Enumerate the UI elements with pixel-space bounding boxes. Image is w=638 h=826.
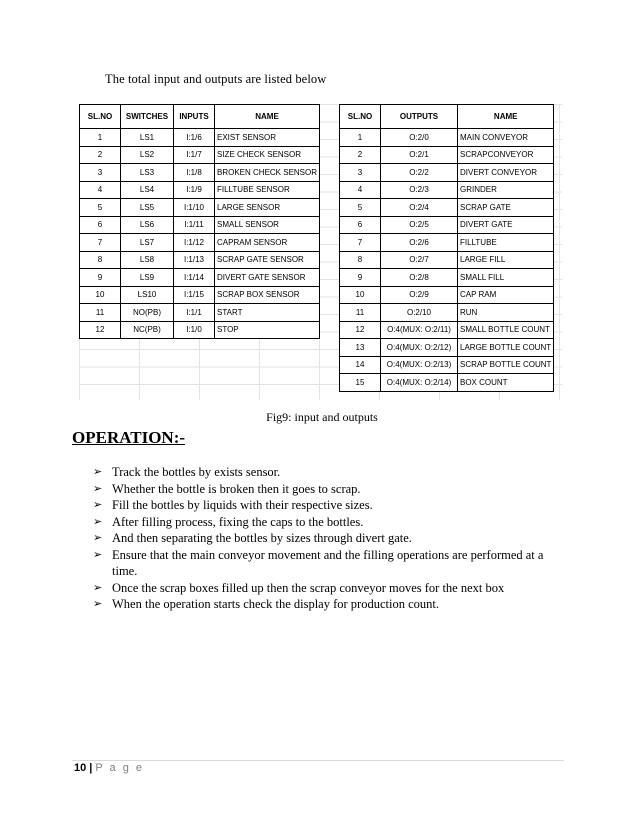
- inputs-table-row: [80, 304, 320, 322]
- outputs-table-row: [340, 251, 554, 269]
- outputs-table-row: [340, 181, 554, 199]
- outputs-table-cell: RUN: [458, 304, 554, 322]
- outputs-header-outputs: OUTPUTS: [381, 105, 458, 129]
- inputs-table-cell: 11: [80, 304, 121, 322]
- operation-list-text: Track the bottles by exists sensor.: [112, 465, 281, 479]
- inputs-header-switches: SWITCHES: [121, 105, 174, 129]
- outputs-table-cell: GRINDER: [458, 181, 554, 199]
- inputs-table-cell: LS8: [121, 251, 174, 269]
- inputs-table-cell: LS7: [121, 234, 174, 252]
- outputs-table-row: [340, 216, 554, 234]
- outputs-table-cell: 13: [340, 339, 381, 357]
- operation-list: [93, 464, 553, 613]
- inputs-table-cell: LS9: [121, 269, 174, 287]
- operation-list-item: [93, 464, 553, 481]
- outputs-table-cell: 9: [340, 269, 381, 287]
- outputs-table-cell: 5: [340, 199, 381, 217]
- outputs-table-cell: 14: [340, 356, 381, 374]
- inputs-table-row: [80, 199, 320, 217]
- arrow-bullet-icon: ➢: [93, 514, 103, 528]
- outputs-table-cell: SCRAPCONVEYOR: [458, 146, 554, 164]
- outputs-table-cell: 3: [340, 164, 381, 182]
- page-label: P a g e: [95, 762, 144, 774]
- inputs-header-slno: SL.NO: [80, 105, 121, 129]
- outputs-table-row: [340, 374, 554, 392]
- inputs-table-cell: LS5: [121, 199, 174, 217]
- operation-list-item: [93, 596, 553, 613]
- inputs-table-row: [80, 269, 320, 287]
- arrow-bullet-icon: ➢: [93, 481, 103, 495]
- inputs-table-row: [80, 321, 320, 339]
- inputs-header-name: NAME: [215, 105, 320, 129]
- inputs-table-cell: I:1/0: [174, 321, 215, 339]
- outputs-table-cell: LARGE BOTTLE COUNT: [458, 339, 554, 357]
- outputs-table-cell: 12: [340, 321, 381, 339]
- arrow-bullet-icon: ➢: [93, 547, 103, 561]
- arrow-bullet-icon: ➢: [93, 465, 103, 478]
- operation-list-text: And then separating the bottles by sizes through divert gate.: [112, 531, 412, 545]
- inputs-table-cell: 12: [80, 321, 121, 339]
- inputs-table-cell: LS3: [121, 164, 174, 182]
- inputs-table-cell: I:1/15: [174, 286, 215, 304]
- outputs-table-row: [340, 164, 554, 182]
- outputs-table-cell: 2: [340, 146, 381, 164]
- outputs-table-cell: BOX COUNT: [458, 374, 554, 392]
- outputs-table-cell: FILLTUBE: [458, 234, 554, 252]
- inputs-header-row: [80, 105, 320, 129]
- outputs-table-cell: MAIN CONVEYOR: [458, 129, 554, 147]
- inputs-table-row: [80, 146, 320, 164]
- operation-list-text: After filling process, fixing the caps to the bottles.: [112, 514, 364, 529]
- figure-caption: [0, 410, 638, 425]
- inputs-table-cell: 1: [80, 129, 121, 147]
- outputs-table-cell: O:2/10: [381, 304, 458, 322]
- inputs-table-row: [80, 286, 320, 304]
- outputs-table-cell: 7: [340, 234, 381, 252]
- io-figure: [79, 104, 562, 400]
- inputs-table-cell: START: [215, 304, 320, 322]
- inputs-table-cell: LS10: [121, 286, 174, 304]
- operation-list-text: Ensure that the main conveyor movement and the filling operations are performed at a time.: [112, 547, 544, 578]
- inputs-table-row: [80, 234, 320, 252]
- outputs-table-cell: 1: [340, 129, 381, 147]
- outputs-table-cell: SMALL FILL: [458, 269, 554, 287]
- outputs-table-cell: SMALL BOTTLE COUNT: [458, 321, 554, 339]
- inputs-table-cell: LS6: [121, 216, 174, 234]
- operation-list-text: When the operation starts check the display for production count.: [112, 597, 439, 611]
- outputs-table-cell: O:2/9: [381, 286, 458, 304]
- inputs-table-row: [80, 164, 320, 182]
- outputs-table-cell: O:2/2: [381, 164, 458, 182]
- outputs-table-cell: LARGE FILL: [458, 251, 554, 269]
- outputs-table-row: [340, 356, 554, 374]
- outputs-table-cell: SCRAP BOTTLE COUNT: [458, 356, 554, 374]
- inputs-table-cell: I:1/14: [174, 269, 215, 287]
- inputs-table-cell: SCRAP BOX SENSOR: [215, 286, 320, 304]
- outputs-table-cell: SCRAP GATE: [458, 199, 554, 217]
- outputs-table-cell: O:4(MUX: O:2/14): [381, 374, 458, 392]
- outputs-table-cell: O:2/1: [381, 146, 458, 164]
- inputs-table-cell: 2: [80, 146, 121, 164]
- inputs-table-cell: FILLTUBE SENSOR: [215, 181, 320, 199]
- inputs-table-cell: NO(PB): [121, 304, 174, 322]
- inputs-table-cell: I:1/1: [174, 304, 215, 322]
- inputs-table-cell: SIZE CHECK SENSOR: [215, 146, 320, 164]
- footer-divider: [72, 760, 564, 761]
- inputs-table-cell: DIVERT GATE SENSOR: [215, 269, 320, 287]
- inputs-table-cell: I:1/12: [174, 234, 215, 252]
- inputs-table-cell: I:1/6: [174, 129, 215, 147]
- operation-list-item: [93, 547, 553, 580]
- operation-list-text: Fill the bottles by liquids with their respective sizes.: [112, 498, 373, 512]
- inputs-table-cell: LS4: [121, 181, 174, 199]
- inputs-table-cell: 9: [80, 269, 121, 287]
- page-number: 10: [74, 762, 87, 774]
- inputs-table-cell: I:1/13: [174, 251, 215, 269]
- outputs-table-cell: O:2/0: [381, 129, 458, 147]
- inputs-table-cell: BROKEN CHECK SENSOR: [215, 164, 320, 182]
- inputs-table-cell: SCRAP GATE SENSOR: [215, 251, 320, 269]
- outputs-header-slno: SL.NO: [340, 105, 381, 129]
- inputs-table-cell: NC(PB): [121, 321, 174, 339]
- outputs-table-cell: O:2/8: [381, 269, 458, 287]
- outputs-table-row: [340, 146, 554, 164]
- inputs-table-cell: 8: [80, 251, 121, 269]
- inputs-table-cell: 5: [80, 199, 121, 217]
- outputs-table-cell: 8: [340, 251, 381, 269]
- outputs-table-row: [340, 269, 554, 287]
- inputs-table-cell: 6: [80, 216, 121, 234]
- figure-caption-text: Fig9: input and outputs: [266, 410, 378, 424]
- outputs-table-row: [340, 321, 554, 339]
- inputs-table-cell: EXIST SENSOR: [215, 129, 320, 147]
- inputs-table-row: [80, 181, 320, 199]
- operation-list-item: [93, 580, 553, 597]
- arrow-bullet-icon: ➢: [93, 498, 103, 511]
- inputs-table-cell: CAPRAM SENSOR: [215, 234, 320, 252]
- outputs-table-cell: DIVERT GATE: [458, 216, 554, 234]
- outputs-table-row: [340, 199, 554, 217]
- outputs-header-name: NAME: [458, 105, 554, 129]
- inputs-table-cell: SMALL SENSOR: [215, 216, 320, 234]
- operation-list-text: Once the scrap boxes filled up then the scrap conveyor moves for the next box: [112, 580, 505, 595]
- outputs-table-cell: 4: [340, 181, 381, 199]
- inputs-table-cell: I:1/8: [174, 164, 215, 182]
- arrow-bullet-icon: ➢: [93, 580, 103, 594]
- inputs-table-cell: 3: [80, 164, 121, 182]
- outputs-table-cell: O:2/4: [381, 199, 458, 217]
- outputs-table-cell: O:4(MUX: O:2/12): [381, 339, 458, 357]
- outputs-table-cell: O:2/7: [381, 251, 458, 269]
- outputs-table-cell: 11: [340, 304, 381, 322]
- inputs-header-inputs: INPUTS: [174, 105, 215, 129]
- inputs-table-cell: 7: [80, 234, 121, 252]
- operation-list-item: [93, 530, 553, 547]
- inputs-table-cell: I:1/10: [174, 199, 215, 217]
- outputs-table-cell: O:2/6: [381, 234, 458, 252]
- intro-text: The total input and outputs are listed below: [105, 72, 327, 86]
- page-footer: [74, 762, 144, 774]
- outputs-table-row: [340, 129, 554, 147]
- inputs-table-row: [80, 251, 320, 269]
- outputs-table-row: [340, 234, 554, 252]
- inputs-table-cell: I:1/9: [174, 181, 215, 199]
- outputs-table-row: [340, 304, 554, 322]
- outputs-table-cell: 10: [340, 286, 381, 304]
- operation-list-item: [93, 481, 553, 498]
- outputs-header-row: [340, 105, 554, 129]
- inputs-table-row: [80, 129, 320, 147]
- outputs-table-cell: 6: [340, 216, 381, 234]
- inputs-table: [79, 104, 320, 339]
- outputs-table-cell: 15: [340, 374, 381, 392]
- inputs-table-cell: 10: [80, 286, 121, 304]
- arrow-bullet-icon: ➢: [93, 531, 103, 544]
- outputs-table-cell: O:4(MUX: O:2/11): [381, 321, 458, 339]
- footer-separator: |: [89, 762, 93, 774]
- outputs-table: [339, 104, 554, 392]
- outputs-table-cell: DIVERT CONVEYOR: [458, 164, 554, 182]
- inputs-table-cell: LS2: [121, 146, 174, 164]
- operation-list-item: [93, 514, 553, 531]
- outputs-table-row: [340, 339, 554, 357]
- operation-list-item: [93, 497, 553, 514]
- outputs-table-cell: O:2/3: [381, 181, 458, 199]
- arrow-bullet-icon: ➢: [93, 597, 103, 610]
- inputs-table-cell: LARGE SENSOR: [215, 199, 320, 217]
- outputs-table-cell: O:4(MUX: O:2/13): [381, 356, 458, 374]
- inputs-table-cell: LS1: [121, 129, 174, 147]
- outputs-table-cell: O:2/5: [381, 216, 458, 234]
- inputs-table-row: [80, 216, 320, 234]
- outputs-table-row: [340, 286, 554, 304]
- inputs-table-cell: STOP: [215, 321, 320, 339]
- section-heading: OPERATION:-: [72, 428, 186, 447]
- outputs-table-cell: CAP RAM: [458, 286, 554, 304]
- inputs-table-cell: 4: [80, 181, 121, 199]
- inputs-table-cell: I:1/11: [174, 216, 215, 234]
- inputs-table-cell: I:1/7: [174, 146, 215, 164]
- operation-list-text: Whether the bottle is broken then it goes to scrap.: [112, 481, 361, 496]
